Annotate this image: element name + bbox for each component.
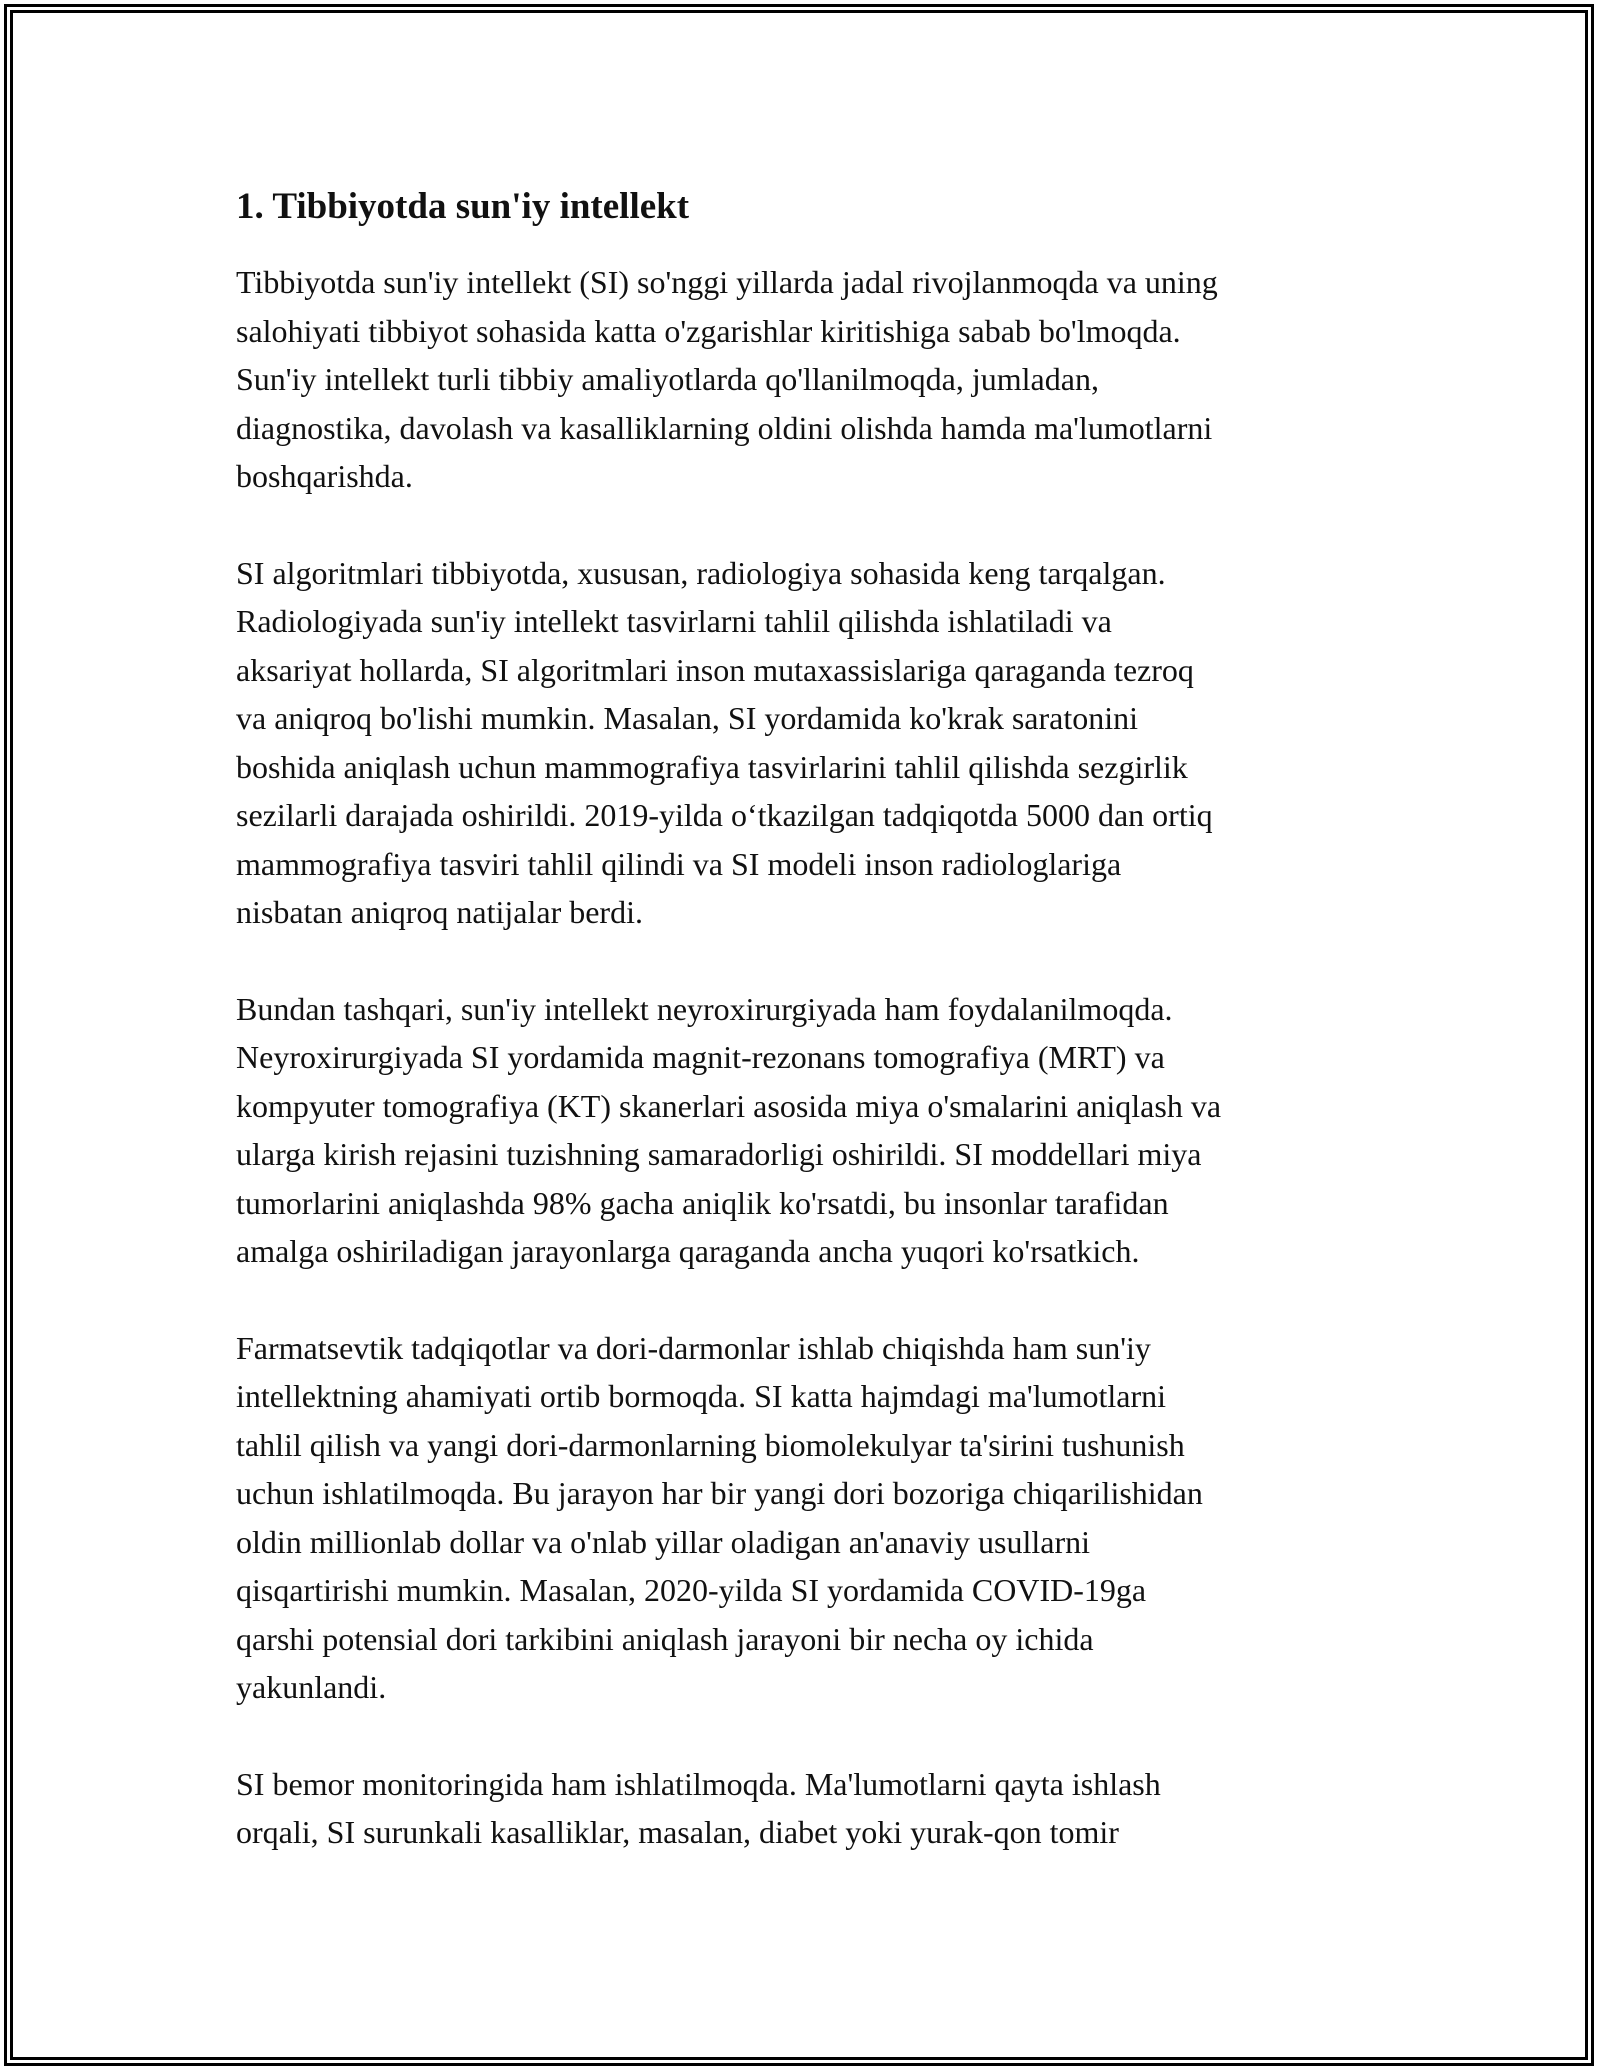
text-line: SI algoritmlari tibbiyotda, xususan, radiologiya sohasida keng tarqalgan.	[236, 554, 1166, 591]
text-line: Bundan tashqari, sun'iy intellekt neyroxirurgiyada ham foydalanilmoqda.	[236, 990, 1173, 1027]
text-line: uchun ishlatilmoqda. Bu jarayon har bir yangi dori bozoriga chiqarilishidan	[236, 1475, 1203, 1511]
text-line: orqali, SI surunkali kasalliklar, masalan, diabet yoki yurak-qon tomir	[236, 1814, 1119, 1850]
paragraph-monitoring	[236, 1760, 1376, 1857]
text-line: Tibbiyotda sun'iy intellekt (SI) so'nggi yillarda jadal rivojlanmoqda va uning	[236, 264, 1218, 300]
text-line: va aniqroq bo'lishi mumkin. Masalan, SI yordamida ko'krak saratonini	[236, 700, 1139, 736]
section-heading: 1. Tibbiyotda sun'iy intellekt	[236, 186, 690, 227]
text-line: oldin millionlab dollar va o'nlab yillar oladigan an'anaviy usullarni	[236, 1523, 1090, 1560]
paragraph-pharma	[236, 1324, 1376, 1712]
text-line: boshqarishda.	[236, 458, 413, 494]
paragraph-intro	[236, 258, 1376, 501]
text-line: Radiologiyada sun'iy intellekt tasvirlarni tahlil qilishda ishlatiladi va	[236, 603, 1112, 639]
text-line: qarshi potensial dori tarkibini aniqlash jarayoni bir necha oy ichida	[236, 1620, 1094, 1657]
paragraph-radiology	[236, 549, 1376, 937]
text-line: Sun'iy intellekt turli tibbiy amaliyotlarda qo'llanilmoqda, jumladan,	[236, 361, 1099, 397]
text-line: salohiyati tibbiyot sohasida katta o'zgarishlar kiritishiga sabab bo'lmoqda.	[236, 312, 1181, 349]
text-line: tumorlarini aniqlashda 98% gacha aniqlik ko'rsatdi, bu insonlar tarafidan	[236, 1184, 1169, 1221]
text-line: Farmatsevtik tadqiqotlar va dori-darmonlar ishlab chiqishda ham sun'iy	[236, 1329, 1151, 1366]
text-line: tahlil qilish va yangi dori-darmonlarning biomolekulyar ta'sirini tushunish	[236, 1426, 1185, 1463]
text-line: diagnostika, davolash va kasalliklarning oldini olishda hamda ma'lumotlarni	[236, 409, 1213, 446]
text-line: sezilarli darajada oshirildi. 2019-yilda o‘tkazilgan tadqiqotda 5000 dan ortiq	[236, 797, 1213, 833]
paragraph-neurosurgery	[236, 985, 1376, 1276]
text-line: aksariyat hollarda, SI algoritmlari inson mutaxassislariga qaraganda tezroq	[236, 651, 1194, 688]
text-line: intellektning ahamiyati ortib bormoqda. SI katta hajmdagi ma'lumotlarni	[236, 1378, 1166, 1414]
text-line: nisbatan aniqroq natijalar berdi.	[236, 894, 643, 930]
document-body	[236, 184, 1376, 1905]
text-line: yakunlandi.	[236, 1669, 387, 1705]
text-line: amalga oshiriladigan jarayonlarga qaraganda ancha yuqori ko'rsatkich.	[236, 1233, 1140, 1269]
text-line: kompyuter tomografiya (KT) skanerlari asosida miya o'smalarini aniqlash va	[236, 1087, 1222, 1124]
text-line: boshida aniqlash uchun mammografiya tasvirlarini tahlil qilishda sezgirlik	[236, 748, 1188, 785]
text-line: mammografiya tasviri tahlil qilindi va SI modeli inson radiologlariga	[236, 845, 1122, 882]
text-line: qisqartirishi mumkin. Masalan, 2020-yilda SI yordamida COVID-19ga	[236, 1572, 1147, 1608]
text-line: SI bemor monitoringida ham ishlatilmoqda. Ma'lumotlarni qayta ishlash	[236, 1765, 1161, 1802]
text-line: Neyroxirurgiyada SI yordamida magnit-rezonans tomografiya (MRT) va	[236, 1039, 1165, 1075]
text-line: ularga kirish rejasini tuzishning samaradorligi oshirildi. SI moddellari miya	[236, 1136, 1202, 1172]
